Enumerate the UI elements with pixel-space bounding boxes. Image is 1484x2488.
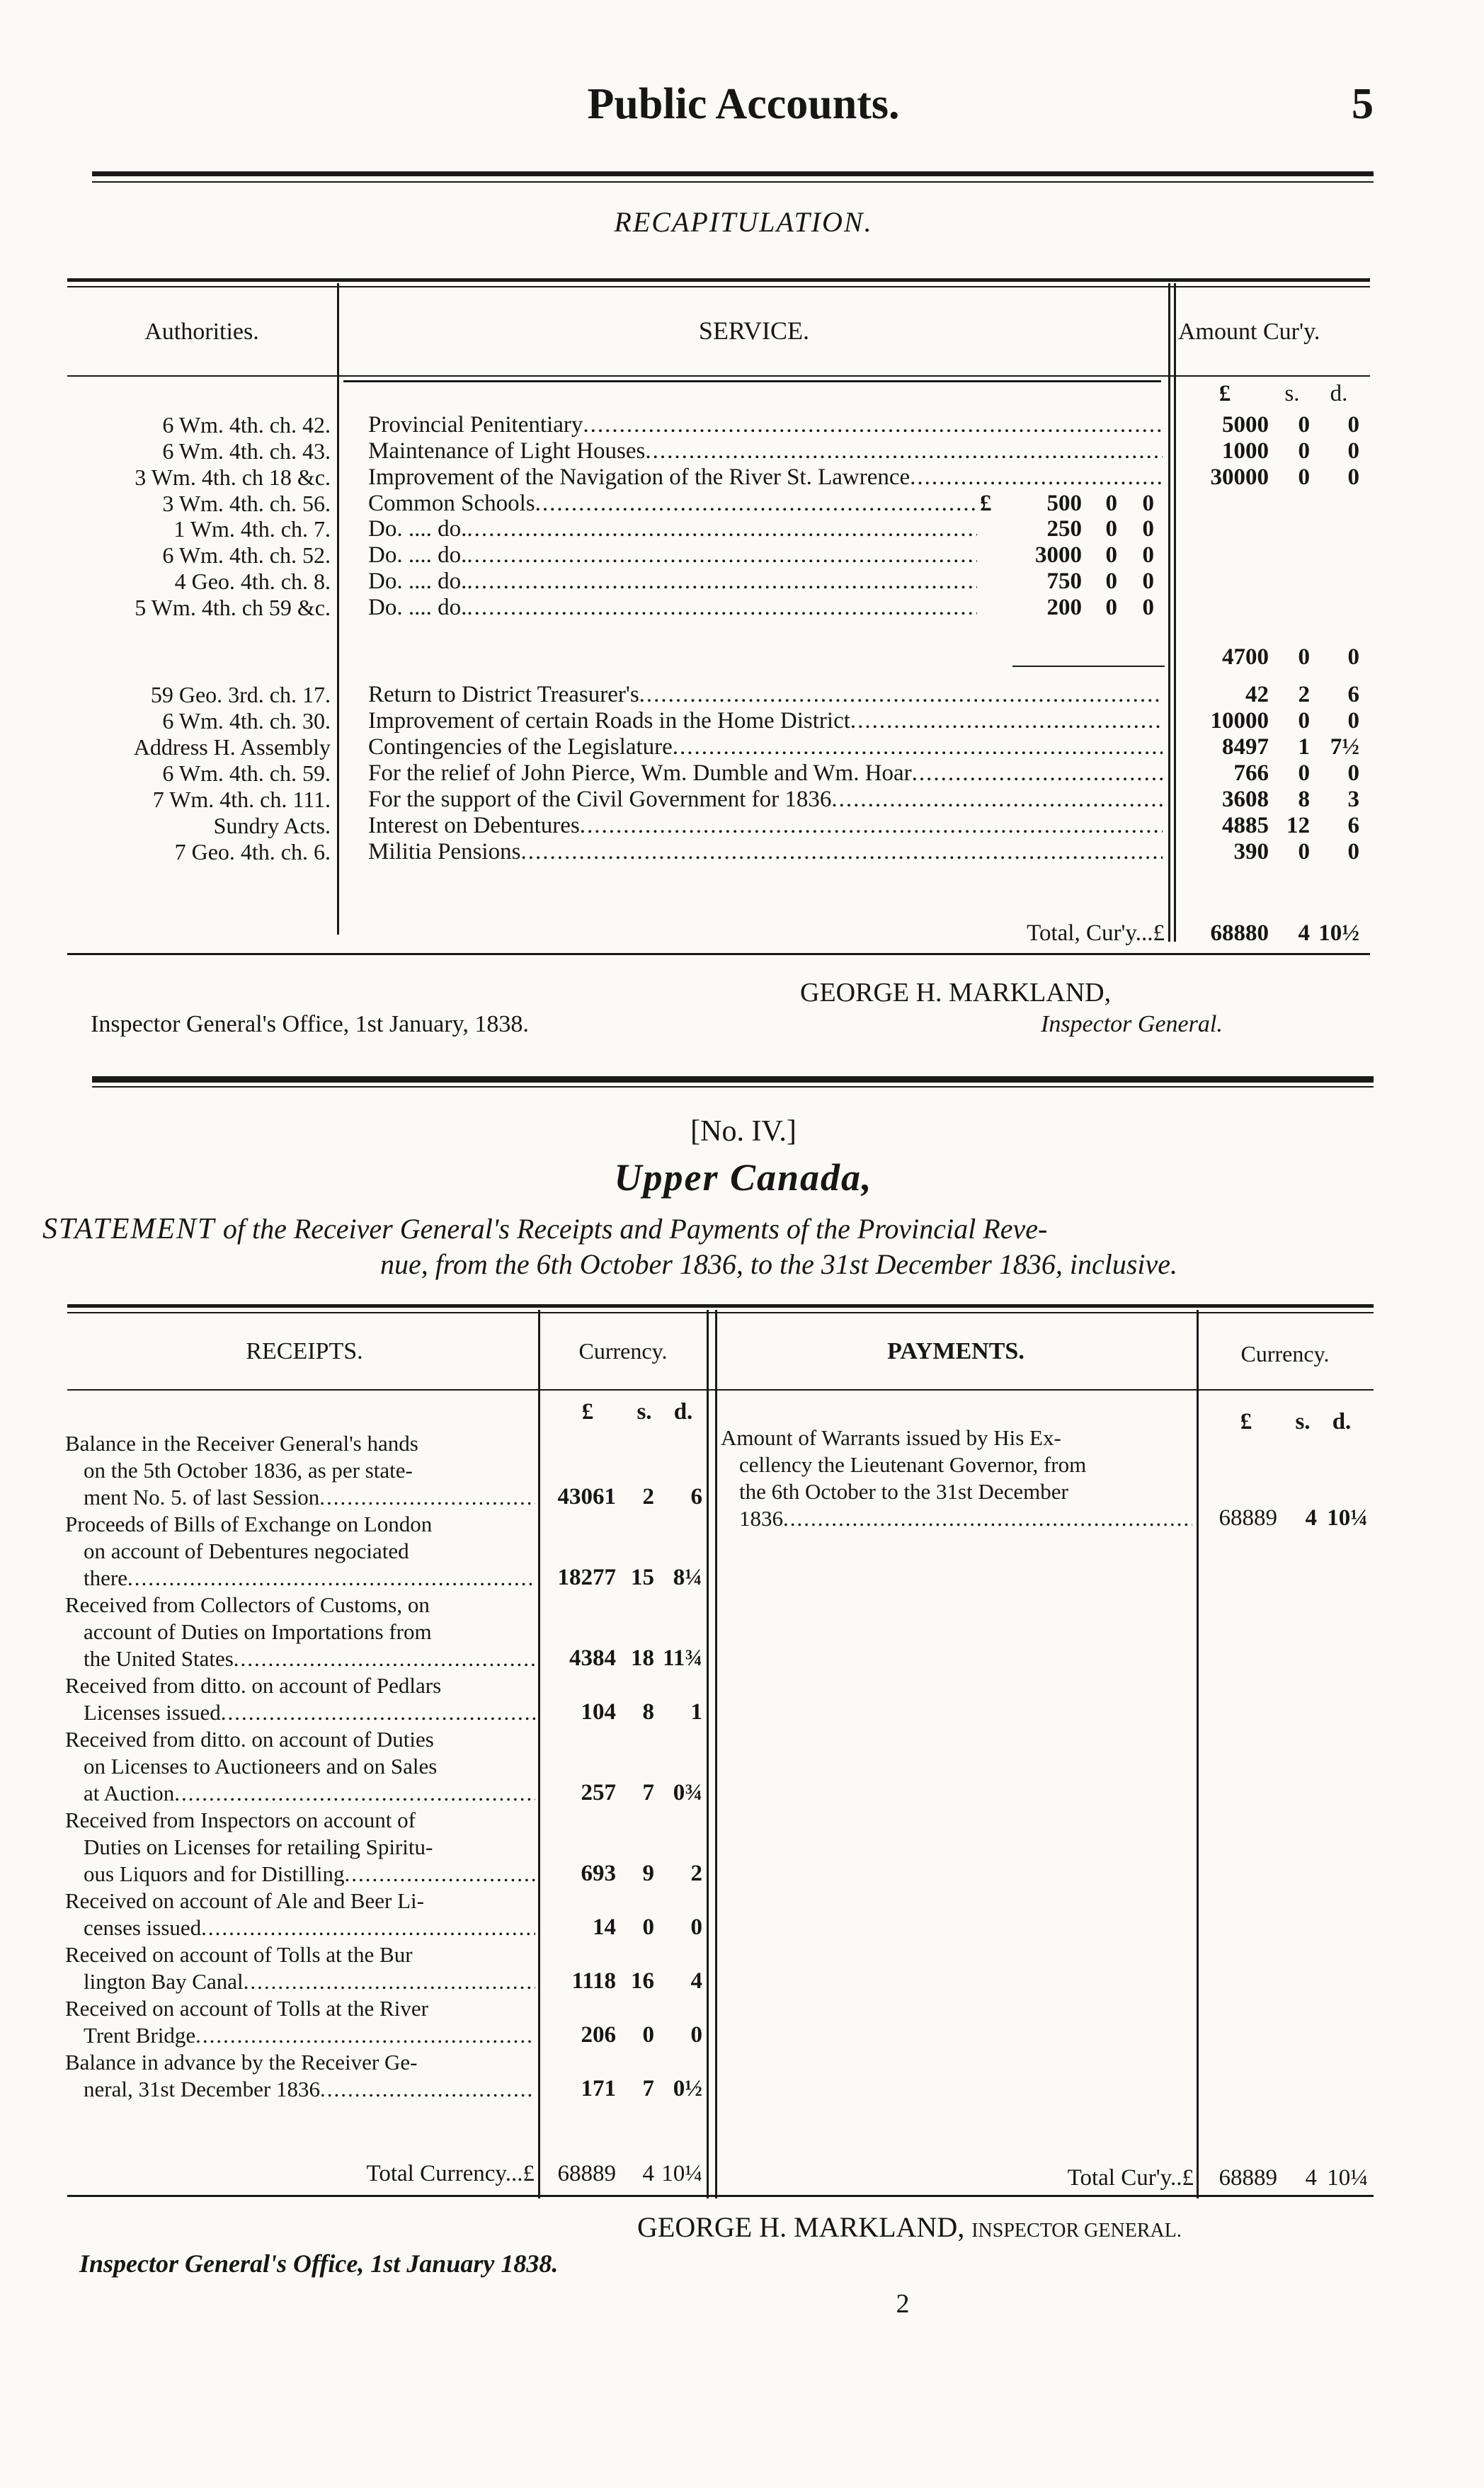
payments-total-pounds: 68889	[1218, 2165, 1277, 2191]
authority-cell: 3 Wm. 4th. ch 18 &c.	[135, 464, 331, 490]
statement-title-word: STATEMENT	[42, 1213, 216, 1245]
page-number: 5	[1352, 80, 1374, 128]
receipt-line	[84, 1780, 535, 1807]
receipt-line-text: ous Liquors and for Distilling	[84, 1861, 345, 1886]
sub-pounds: 250	[1046, 516, 1082, 542]
payments-lsd-shilling: s.	[1295, 1409, 1311, 1434]
header-rule-thin	[92, 181, 1374, 183]
leader-dots	[850, 708, 1163, 734]
authority-cell: 7 Geo. 4th. ch. 6.	[174, 839, 331, 864]
receipt-shillings: 7	[642, 1780, 654, 1805]
amount-pounds: 30000	[1210, 464, 1269, 490]
receipt-line: Received from Inspectors on account of	[65, 1808, 416, 1832]
statement-title-line2: nue, from the 6th October 1836, to the 31st December 1836, inclusive.	[379, 1248, 1178, 1280]
payments-total-shillings: 4	[1305, 2165, 1317, 2191]
receipts-lsd-shilling: s.	[637, 1399, 652, 1425]
amount-pence: 3	[1347, 787, 1359, 812]
amount-pence: 0	[1347, 839, 1359, 864]
leader-dots	[783, 1505, 1192, 1532]
receipt-line: account of Duties on Importations from	[84, 1619, 432, 1644]
amount-pounds: 42	[1245, 682, 1269, 707]
amount-pounds: 766	[1233, 760, 1269, 786]
receipt-line: Proceeds of Bills of Exchange on London	[65, 1512, 433, 1536]
authority-cell: 6 Wm. 4th. ch. 59.	[162, 760, 331, 786]
receipt-pounds: 1118	[571, 1968, 616, 1994]
header-rule	[92, 171, 1374, 176]
receipt-pounds: 104	[581, 1699, 616, 1725]
receipt-pence: 8¼	[673, 1565, 702, 1590]
receipt-line: Received on account of Ale and Beer Li-	[65, 1888, 424, 1913]
payment-pence: 10¼	[1327, 1505, 1368, 1531]
statement-signature-title: INSPECTOR GENERAL.	[971, 2220, 1182, 2242]
statement-office-line: Inspector General's Office, 1st January 1838.	[79, 2249, 559, 2278]
service-text: Do. .... do.	[368, 595, 467, 620]
leader-dots	[320, 2076, 535, 2103]
service-text: Militia Pensions	[368, 839, 521, 864]
leader-dots	[673, 734, 1163, 760]
receipt-line: Balance in the Receiver General's hands	[65, 1431, 418, 1456]
sub-pounds: 500	[1046, 491, 1082, 516]
receipt-pence: 0	[690, 1914, 702, 1940]
authority-cell: 3 Wm. 4th. ch. 56.	[162, 491, 331, 516]
service-cell	[368, 708, 1163, 734]
leader-dots	[201, 1914, 535, 1941]
receipts-lsd-pence: d.	[673, 1399, 693, 1425]
authority-cell: 6 Wm. 4th. ch. 52.	[162, 542, 331, 568]
amount-shillings: 12	[1286, 813, 1310, 838]
leader-dots	[520, 839, 1163, 864]
recap-heading: RECAPITULATION.	[614, 206, 873, 238]
leader-dots	[467, 542, 977, 568]
authority-cell: 6 Wm. 4th. ch. 43.	[162, 438, 331, 464]
service-text: Improvement of certain Roads in the Home District	[368, 708, 850, 734]
amount-pounds: 1000	[1222, 438, 1269, 464]
leader-dots	[467, 569, 977, 594]
recap-bottom-rule	[67, 953, 1370, 955]
statement-place: Upper Canada,	[614, 1156, 873, 1199]
amount-shillings: 0	[1298, 464, 1310, 490]
receipt-pence: 0½	[673, 2076, 702, 2101]
payment-line: cellency the Lieutenant Governor, from	[739, 1452, 1087, 1477]
recap-top-rule	[67, 278, 1370, 282]
receipt-line: Duties on Licenses for retailing Spiritu-	[84, 1834, 433, 1859]
statement-signature-name: GEORGE H. MARKLAND,	[637, 2211, 965, 2243]
service-cell	[368, 787, 1163, 812]
page-title: Public Accounts.	[587, 80, 900, 128]
receipt-shillings: 15	[631, 1565, 654, 1590]
amount-pounds: 8497	[1222, 734, 1269, 760]
recap-total-label: Total, Cur'y...£	[1027, 920, 1165, 946]
receipt-pence: 6	[690, 1484, 702, 1510]
service-text: For the support of the Civil Government for 1836	[368, 787, 832, 812]
recap-total-pence: 10½	[1318, 920, 1359, 946]
sub-pounds: 750	[1046, 569, 1082, 594]
amount-pounds: 4700	[1222, 644, 1269, 670]
sub-prefix: £	[980, 491, 992, 516]
col-payments-currency: Currency.	[1240, 1341, 1330, 1366]
leader-dots	[127, 1565, 535, 1592]
statement-number: [No. IV.]	[690, 1115, 797, 1148]
receipts-total-label: Total Currency...£	[366, 2161, 535, 2186]
receipt-line	[84, 1565, 535, 1592]
leader-dots	[639, 682, 1163, 707]
payment-line-text: 1836	[739, 1506, 783, 1531]
service-text: Do. .... do.	[368, 542, 467, 568]
payment-line	[739, 1505, 1192, 1532]
sub-shillings: 0	[1105, 569, 1117, 594]
service-text: Do. .... do.	[368, 516, 467, 542]
receipt-line-text: censes issued	[84, 1915, 202, 1940]
receipt-line	[84, 1914, 535, 1941]
lsd-pound: £	[1218, 381, 1231, 406]
amount-shillings: 0	[1298, 644, 1310, 670]
payment-pounds: 68889	[1218, 1505, 1277, 1531]
service-text: Common Schools	[368, 491, 535, 516]
sub-pence: 0	[1142, 516, 1154, 542]
receipt-shillings: 0	[642, 1914, 654, 1940]
footer-signature-mark: 2	[896, 2289, 910, 2319]
payments-total-pence: 10¼	[1327, 2165, 1368, 2191]
service-cell	[368, 839, 1163, 864]
receipts-lsd-pound: £	[581, 1399, 594, 1425]
receipt-pence: 4	[690, 1968, 702, 1994]
amount-shillings: 0	[1298, 412, 1310, 438]
leader-dots	[467, 516, 977, 542]
payment-line: the 6th October to the 31st December	[739, 1479, 1068, 1504]
amount-pence: 0	[1347, 708, 1359, 734]
sub-pence: 0	[1142, 542, 1154, 568]
authority-cell: 6 Wm. 4th. ch. 30.	[162, 708, 331, 734]
leader-dots	[195, 2022, 535, 2049]
leader-dots	[234, 1645, 535, 1672]
amount-pence: 7½	[1330, 734, 1359, 760]
receipt-pence: 0	[690, 2022, 702, 2048]
amount-pounds: 3608	[1222, 787, 1269, 812]
amount-pence: 6	[1347, 813, 1359, 838]
col-amount: Amount Cur'y.	[1178, 319, 1320, 345]
recap-signature-title: Inspector General.	[1041, 1011, 1223, 1037]
service-text: Return to District Treasurer's	[368, 682, 639, 707]
leader-dots	[910, 464, 1163, 490]
sub-pence: 0	[1142, 595, 1154, 620]
service-cell	[368, 569, 977, 594]
leader-dots	[467, 595, 977, 620]
receipt-line: Received from Collectors of Customs, on	[65, 1592, 430, 1617]
amount-pence: 6	[1347, 682, 1359, 707]
receipt-shillings: 7	[642, 2076, 654, 2101]
leader-dots	[535, 491, 977, 516]
receipt-pence: 0¾	[673, 1780, 702, 1805]
service-text: Improvement of the Navigation of the River St. Lawrence	[368, 464, 911, 490]
service-cell	[368, 760, 1163, 786]
recap-total-pounds: 68880	[1210, 920, 1269, 946]
service-cell	[368, 813, 1163, 838]
receipt-line-text: Trent Bridge	[84, 2023, 196, 2048]
receipt-line-text: there	[84, 1565, 127, 1590]
service-cell	[368, 438, 1163, 464]
col-authorities: Authorities.	[144, 319, 259, 345]
receipt-shillings: 8	[642, 1699, 654, 1725]
receipt-line	[84, 1861, 535, 1888]
recap-office-line: Inspector General's Office, 1st January, 1838.	[91, 1011, 529, 1037]
authority-cell: 6 Wm. 4th. ch. 42.	[162, 412, 331, 438]
service-cell	[368, 491, 977, 516]
receipt-pence: 2	[690, 1861, 702, 1886]
amount-pence: 0	[1347, 644, 1359, 670]
receipt-line-text: at Auction	[84, 1781, 175, 1805]
service-text: Maintenance of Light Houses	[368, 438, 646, 464]
receipt-line	[84, 1968, 535, 1995]
statement-title-rest: of the Receiver General's Receipts and Payments of the Provincial Reve-	[222, 1213, 1048, 1245]
leader-dots	[174, 1780, 535, 1807]
service-text: Interest on Debentures	[368, 813, 580, 838]
amount-pence: 0	[1347, 464, 1359, 490]
service-cell	[368, 464, 1163, 490]
amount-shillings: 0	[1298, 438, 1310, 464]
authority-cell: 59 Geo. 3rd. ch. 17.	[150, 682, 331, 707]
payment-shillings: 4	[1305, 1505, 1317, 1531]
receipt-pounds: 4384	[569, 1645, 616, 1671]
leader-dots	[319, 1484, 535, 1511]
col-service: SERVICE.	[698, 316, 810, 345]
payments-lsd-pound: £	[1240, 1409, 1252, 1434]
payments-lsd-pence: d.	[1332, 1409, 1352, 1434]
authority-cell: Sundry Acts.	[213, 813, 331, 838]
receipt-line	[84, 1699, 535, 1726]
amount-pounds: 5000	[1222, 412, 1269, 438]
lsd-shilling: s.	[1284, 381, 1300, 406]
sub-shillings: 0	[1105, 542, 1117, 568]
receipts-total-pounds: 68889	[557, 2161, 616, 2186]
receipt-line	[84, 2076, 535, 2103]
receipt-line: on account of Debentures negociated	[84, 1539, 409, 1563]
amount-pence: 0	[1347, 412, 1359, 438]
leader-dots	[580, 813, 1163, 838]
leader-dots	[645, 438, 1163, 464]
service-cell	[368, 682, 1163, 707]
receipt-shillings: 9	[642, 1861, 654, 1886]
receipt-line-text: Licenses issued	[84, 1700, 221, 1725]
receipt-line: Received from ditto. on account of Duties	[65, 1727, 434, 1752]
receipt-pounds: 171	[581, 2076, 616, 2101]
receipt-line	[84, 1484, 535, 1511]
receipt-line	[84, 1645, 535, 1672]
amount-shillings: 1	[1298, 734, 1310, 760]
authority-cell: 5 Wm. 4th. ch 59 &c.	[135, 595, 331, 620]
receipt-shillings: 18	[631, 1645, 654, 1671]
receipt-pounds: 257	[581, 1780, 616, 1805]
leader-dots	[345, 1861, 535, 1888]
receipts-total-shillings: 4	[642, 2161, 654, 2186]
amount-shillings: 0	[1298, 760, 1310, 786]
sub-pounds: 200	[1046, 595, 1082, 620]
receipt-line	[84, 2022, 535, 2049]
receipt-line: Received on account of Tolls at the River	[65, 1996, 428, 2021]
authority-cell: Address H. Assembly	[133, 734, 331, 760]
authority-cell: 4 Geo. 4th. ch. 8.	[174, 569, 331, 594]
amount-shillings: 8	[1298, 787, 1310, 812]
col-receipts-currency: Currency.	[578, 1338, 668, 1364]
receipt-shillings: 2	[642, 1484, 654, 1510]
service-cell	[368, 412, 1163, 438]
receipt-line: on Licenses to Auctioneers and on Sales	[84, 1754, 438, 1779]
authority-cell: 7 Wm. 4th. ch. 111.	[152, 787, 331, 812]
statement-title-line1	[42, 1212, 1374, 1246]
receipt-pounds: 206	[581, 2022, 616, 2048]
amount-shillings: 0	[1298, 839, 1310, 864]
statement-signature	[637, 2210, 1416, 2244]
service-cell	[368, 734, 1163, 760]
amount-pounds: 10000	[1210, 708, 1269, 734]
leader-dots	[831, 787, 1163, 812]
service-cell	[368, 595, 977, 620]
amount-pounds: 390	[1233, 839, 1269, 864]
lsd-pence: d.	[1330, 381, 1348, 406]
receipt-pounds: 43061	[557, 1484, 616, 1510]
sub-shillings: 0	[1105, 516, 1117, 542]
amount-shillings: 0	[1298, 708, 1310, 734]
service-cell	[368, 516, 977, 542]
leader-dots	[244, 1968, 535, 1995]
receipt-pounds: 14	[593, 1914, 616, 1940]
leader-dots	[221, 1699, 535, 1726]
receipt-line: on the 5th October 1836, as per state-	[84, 1458, 413, 1483]
receipt-line: Received from ditto. on account of Pedlars	[65, 1673, 442, 1698]
recap-total-shillings: 4	[1298, 920, 1310, 946]
receipt-line-text: the United States	[84, 1646, 234, 1671]
amount-pounds: 4885	[1222, 813, 1269, 838]
receipt-pence: 11¾	[663, 1645, 702, 1671]
leader-dots	[912, 760, 1163, 786]
receipt-line: Received on account of Tolls at the Bur	[65, 1942, 413, 1967]
authority-cell: 1 Wm. 4th. ch. 7.	[173, 516, 331, 542]
service-text: Provincial Penitentiary	[368, 412, 583, 438]
sub-pounds: 3000	[1035, 542, 1082, 568]
col-receipts: RECEIPTS.	[246, 1338, 363, 1364]
service-cell	[368, 542, 977, 568]
sub-shillings: 0	[1105, 491, 1117, 516]
service-text: Do. .... do.	[368, 569, 467, 594]
receipt-shillings: 0	[642, 2022, 654, 2048]
leader-dots	[583, 412, 1163, 438]
amount-pence: 0	[1347, 760, 1359, 786]
sub-pence: 0	[1142, 569, 1154, 594]
service-text: Contingencies of the Legislature	[368, 734, 673, 760]
service-text: For the relief of John Pierce, Wm. Dumble and Wm. Hoar	[368, 760, 912, 786]
receipt-pounds: 693	[581, 1861, 616, 1886]
recap-signature: GEORGE H. MARKLAND,	[800, 978, 1112, 1008]
payment-line: Amount of Warrants issued by His Ex-	[721, 1425, 1061, 1450]
receipt-shillings: 16	[631, 1968, 654, 1994]
receipt-pounds: 18277	[557, 1565, 616, 1590]
section-rule	[92, 1076, 1374, 1083]
sub-pence: 0	[1142, 491, 1154, 516]
sub-shillings: 0	[1105, 595, 1117, 620]
receipt-line-text: neral, 31st December 1836	[84, 2077, 320, 2101]
subtotal-rule	[1012, 666, 1165, 667]
receipt-line-text: lington Bay Canal	[84, 1969, 244, 1994]
amount-pence: 0	[1347, 438, 1359, 464]
payments-total-label: Total Cur'y..£	[1067, 2165, 1194, 2191]
receipt-line: Balance in advance by the Receiver Ge-	[65, 2050, 418, 2075]
receipts-total-pence: 10¼	[661, 2161, 702, 2186]
receipt-line-text: ment No. 5. of last Session	[84, 1485, 320, 1510]
amount-shillings: 2	[1298, 682, 1310, 707]
receipt-pence: 1	[690, 1699, 702, 1725]
col-payments: PAYMENTS.	[887, 1338, 1024, 1364]
